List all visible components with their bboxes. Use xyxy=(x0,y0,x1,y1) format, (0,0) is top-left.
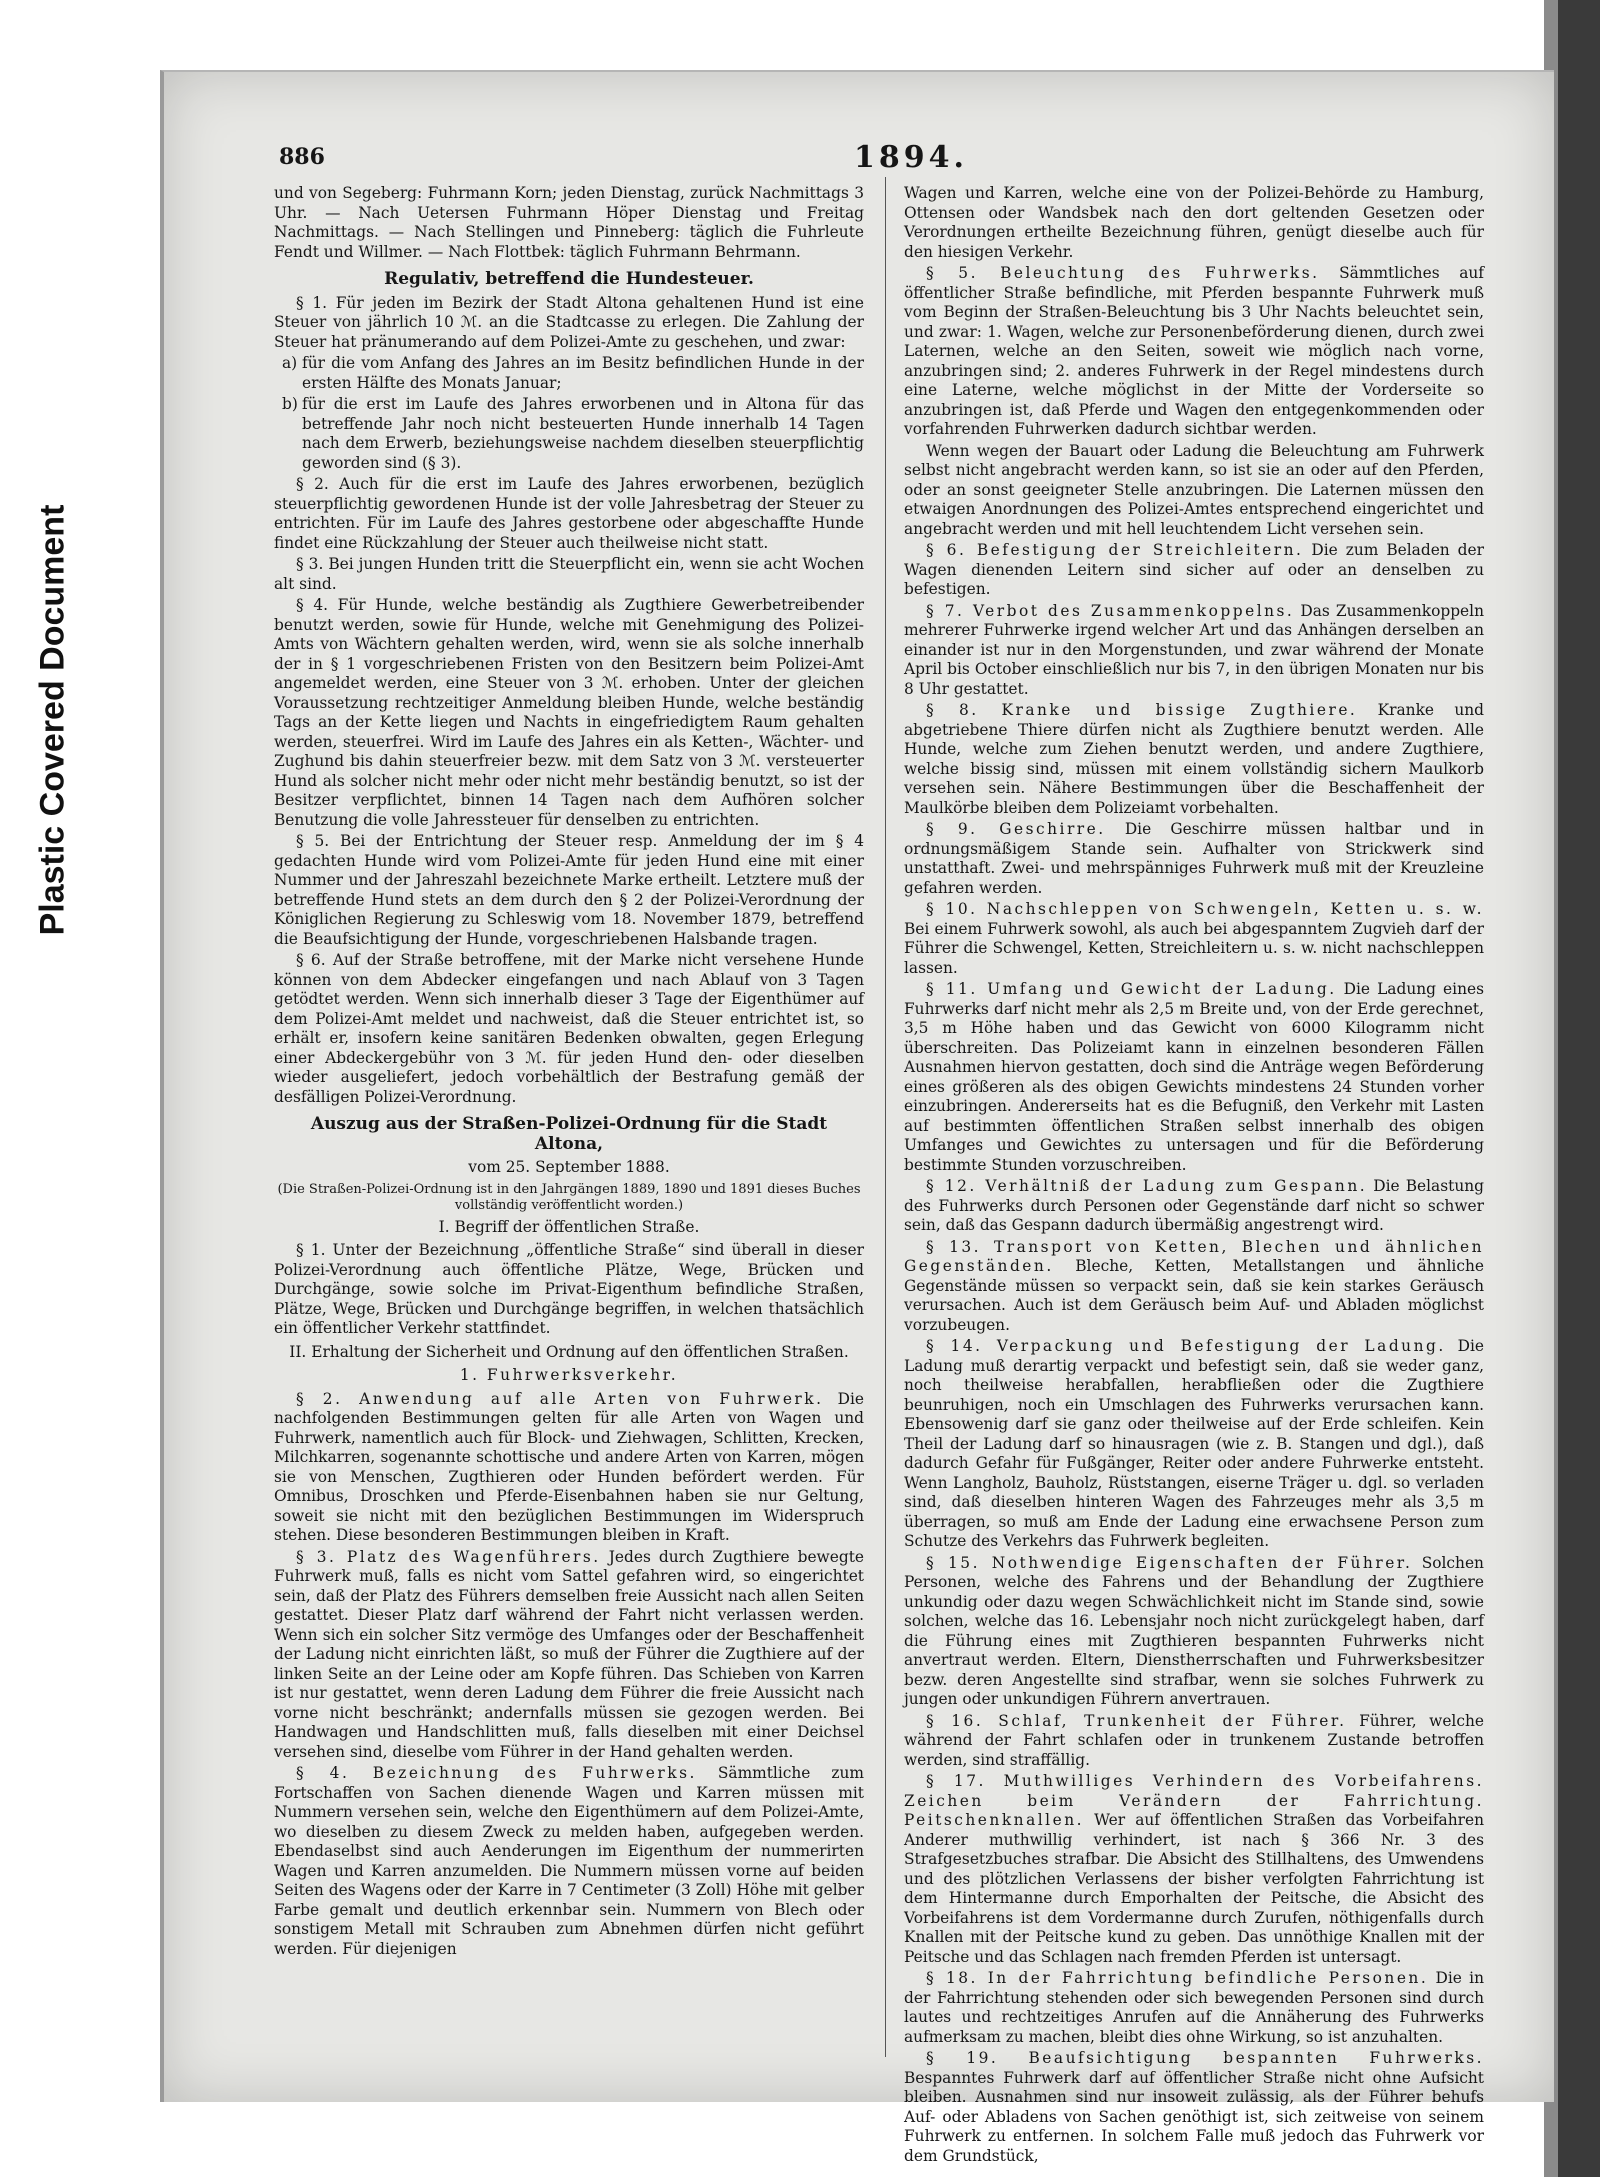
regulativ-heading: Regulativ, betreffend die Hundesteuer. xyxy=(384,269,754,289)
right-column xyxy=(904,184,1484,2165)
s1-item-b-label: b) xyxy=(282,395,298,413)
p7-heading: § 7. Verbot des Zusammenkoppelns. xyxy=(926,601,1295,620)
paragraph-p12 xyxy=(904,1177,1484,1236)
paragraph-p6 xyxy=(904,541,1484,600)
paragraph-p19 xyxy=(904,2049,1484,2166)
paragraph-p15 xyxy=(904,1554,1484,1710)
paragraph-p1: § 1. Unter der Bezeichnung „öffentliche Straße“ sind überall in dieser Polizei-Verordnung auch öffentliche Plätze, Wege, Brücken und Durchgänge, sowie solche im Privat-Eigenthum befindliche Straßen, Plätze, Wege, Brücken und Durchgänge begriffen, in welchen thatsächlich ein öffentlicher Verkehr stattfindet. xyxy=(274,1241,864,1337)
p4-heading: § 4. Bezeichnung des Fuhrwerks. xyxy=(296,1764,697,1782)
continuation-paragraph: Wagen und Karren, welche eine von der Polizei-Behörde zu Hamburg, Ottensen oder Wandsbek nach den dort geltenden Gesetzen oder Verordnungen ertheilte Bezeichnung führen, genügt dieselbe auch für den hiesigen Verkehr. xyxy=(904,184,1484,261)
column-divider xyxy=(885,177,886,2057)
sub1-heading: 1. Fuhrwerksverkehr. xyxy=(459,1366,679,1384)
p7-text: Das Zusammenkoppeln mehrerer Fuhrwerke irgend welcher Art und das Anhängen derselben an einander ist nur in den Morgenstunden, und zwar während der Monate April bis October einschließlich nur bis 7, in den übrigen Monaten nur bis 8 Uhr gestattet. xyxy=(904,601,1484,698)
paragraph-p13 xyxy=(904,1238,1484,1336)
paragraph-s4: § 4. Für Hunde, welche beständig als Zugthiere Gewerbetreibender benutzt werden, sowie für Hunde, welche mit Genehmigung des Polizei-Amts von Wächtern gehalten werden, wird, wenn sie als solche innerhalb der in § 1 vorgeschriebenen Fristen von den Besitzern beim Polizei-Amt angemeldet werden, eine Steuer von 3 ℳ. erhoben. Unter der gleichen Voraussetzung rechtzeitiger Anmeldung bleiben Hunde, welche beständig Tags an der Kette liegen und Nachts in eingefriedigtem Raum gehalten werden, steuerfrei. Wird im Laufe des Jahres ein als Ketten-, Wächter- und Zughund bis dahin steuerfreier bezw. mit dem Satz von 3 ℳ. versteuerter Hund als solcher nicht mehr oder nicht mehr beständig benutzt, so ist der Besitzer verpflichtet, binnen 14 Tagen nach dem Aufhören solcher Benutzung die volle Jahressteuer für denselben zu entrichten. xyxy=(274,596,864,829)
plastic-covered-label xyxy=(18,440,88,1000)
p6-text: Die zum Beladen der Wagen dienenden Leitern sind sicher auf oder an denselben zu befestigen. xyxy=(904,541,1484,598)
p17-heading: § 17. Muthwilliges Verhindern des Vorbeifahrens. Zeichen beim Verändern der Fahrrichtung. Peitschenknallen. xyxy=(904,1772,1484,1829)
paragraph-p9 xyxy=(904,820,1484,898)
p10-text: Bei einem Fuhrwerk sowohl, als auch bei abgespanntem Zugvieh darf der Führer die Schwengel, Ketten, Streichleitern u. s. w. nicht nachschleppen lassen. xyxy=(904,919,1484,977)
p17-text: Wer auf öffentlichen Straßen das Vorbeifahren Anderer muthwillig verhindert, ist nach § 366 Nr. 3 des Strafgesetzbuches strafbar. Die Absicht des Stillhaltens, des Umwendens und des plötzlichen Verlassens der bisher verfolgten Fahrrichtung ist dem Hintermanne durch Emporhalten der Peitsche, die Absicht des Vorbeifahrens ist dem Vordermanne durch Zurufen, nöthigenfalls durch Knallen mit der Peitsche kund zu geben. Das unnöthige Knallen mit der Peitsche und das Schlagen nach fremden Pferden ist untersagt. xyxy=(904,1811,1484,1966)
p9-text: Die Geschirre müssen haltbar und in ordnungsmäßigem Stande sein. Aufhalter von Strickwerk sind unstatthaft. Zwei- und mehrspänniges Fuhrwerk muß mit der Kreuzleine gefahren werden. xyxy=(904,820,1484,897)
p3-text: Jedes durch Zugthiere bewegte Fuhrwerk muß, falls es nicht vom Sattel gefahren wird, so eingerichtet sein, daß der Platz des Führers demselben freie Aussicht nach allen Seiten gestattet. Dieser Platz darf während der Fahrt nicht verlassen werden. Wenn sich ein solcher Sitz vermöge des Umfanges oder der Beschaffenheit der Ladung nicht einrichten läßt, so muß der Führer die Zugthiere auf der linken Seite an der Leine oder am Kopfe führen. Das Schieben von Karren ist nur gestattet, wenn deren Ladung dem Führer die freie Aussicht nach vorne nicht beschränkt; andernfalls müssen sie gezogen werden. Bei Handwagen und Handschlitten muß, falls dieselben mit einer Deichsel versehen sind, dieselbe vom Führer in der Hand gehalten werden. xyxy=(274,1547,864,1761)
p13-heading: § 13. Transport von Ketten, Blechen und ähnlichen Gegenständen. xyxy=(904,1237,1484,1275)
paragraph-s3: § 3. Bei jungen Hunden tritt die Steuerpflicht ein, wenn sie acht Wochen alt sind. xyxy=(274,555,864,593)
p8-heading: § 8. Kranke und bissige Zugthiere. xyxy=(926,701,1358,719)
p12-text: Die Belastung des Fuhrwerks durch Personen oder Gegenstände darf nicht so schwer sein, daß das Gespann dadurch übermäßig angestrengt wird. xyxy=(904,1177,1484,1234)
p8-text: Kranke und abgetriebene Thiere dürfen nicht als Zugthiere benutzt werden. Alle Hunde, welche zum Ziehen benutzt werden, und andere Zugthiere, welche bissig sind, müssen mit einem vollständig sichern Maulkorb versehen sein. Nähere Bestimmungen über die Beschaffenheit der Maulkörbe bleiben dem Polizeiamt vorbehalten. xyxy=(904,701,1484,817)
paragraph-p5 xyxy=(904,264,1484,440)
p12-heading: § 12. Verhältniß der Ladung zum Gespann. xyxy=(926,1177,1368,1195)
s1-item-a xyxy=(274,354,864,393)
paragraph-p16 xyxy=(904,1712,1484,1771)
p9-heading: § 9. Geschirre. xyxy=(926,820,1106,838)
s1-item-a-label: a) xyxy=(282,354,298,372)
paragraph-s2: § 2. Auch für die erst im Laufe des Jahres erworbenen, bezüglich steuerpflichtig gewordenen Hunde ist der volle Jahresbetrag der Steuer zu entrichten. Für im Laufe des Jahres gestorbene oder abgeschaffte Hunde findet eine Rückzahlung der Steuer auch theilweise nicht statt. xyxy=(274,475,864,552)
s1-list xyxy=(274,354,864,473)
auszug-note: (Die Straßen-Polizei-Ordnung ist in den Jahrgängen 1889, 1890 und 1891 dieses Buches vollständig veröffentlicht worden.) xyxy=(277,1181,861,1213)
part2-heading: II. Erhaltung der Sicherheit und Ordnung auf den öffentlichen Straßen. xyxy=(289,1342,849,1361)
page-year: 1894. xyxy=(854,140,968,175)
paragraph-p11 xyxy=(904,980,1484,1175)
paragraph-p18 xyxy=(904,1969,1484,2047)
p11-heading: § 11. Umfang und Gewicht der Ladung. xyxy=(926,980,1337,998)
auszug-date: vom 25. September 1888. xyxy=(468,1158,670,1176)
paragraph-p10 xyxy=(904,900,1484,978)
s1-item-a-text: für die vom Anfang des Jahres an im Besitz befindlichen Hunde in der ersten Hälfte des Monats Januar; xyxy=(302,354,864,392)
paragraph-s5: § 5. Bei der Entrichtung der Steuer resp. Anmeldung der im § 4 gedachten Hunde wird vom Polizei-Amte für jeden Hund eine mit einer Nummer und der Jahreszahl bezeichnete Marke ertheilt. Letztere muß der betreffende Hund stets an dem durch den § 2 der Polizei-Verordnung der Königlichen Regierung zu Schleswig vom 18. November 1879, betreffend die Beaufsichtigung der Hunde, vorgeschriebenen Halsbande tragen. xyxy=(274,832,864,948)
p3-heading: § 3. Platz des Wagenführers. xyxy=(296,1547,601,1566)
paragraph-p7 xyxy=(904,602,1484,700)
paragraph-s1: § 1. Für jeden im Bezirk der Stadt Altona gehaltenen Hund ist eine Steuer von jährlich 10 ℳ. an die Stadtcasse zu erlegen. Die Zahlung der Steuer hat pränumerando auf dem Polizei-Amte zu geschehen, und zwar: xyxy=(274,293,864,351)
left-column xyxy=(274,184,864,2074)
p6-heading: § 6. Befestigung der Streichleitern. xyxy=(926,541,1304,559)
p14-text: Die Ladung muß derartig verpackt und befestigt sein, daß sie weder ganz, noch theilweise herabfallen, herabfließen oder die Zugthiere beunruhigen, noch ein Umschlagen des Fuhrwerks verursachen kann. Ebensowenig darf sie ganz oder theilweise auf der Erde schleifen. Kein Theil der Ladung darf so hinausragen (wie z. B. Stangen und dgl.), daß dadurch Gefahr für Fußgänger, Reiter oder andere Fuhrwerke entsteht. Wenn Langholz, Bauholz, Rüststangen, eiserne Träger u. dgl. so verladen sind, daß dieselben hinteren Wagen des Fahrzeuges mehr als 3,5 m überragen, so muß am Ende der Ladung eine erwachsene Person zum Schutze des Verkehrs das Fuhrwerk begleiten. xyxy=(904,1337,1484,1550)
paragraph-s6: § 6. Auf der Straße betroffene, mit der Marke nicht versehene Hunde können von dem Abdecker eingefangen und nach Ablauf von 3 Tagen getödtet werden. Wenn sich innerhalb dieser 3 Tage der Eigenthümer auf dem Polizei-Amt meldet und nachweist, daß die Steuer entrichtet ist, so erhält er, insofern keine sanitären Bedenken obwalten, gegen Erlegung einer Abdeckergebühr von 3 ℳ. für jeden Hund den- oder dieselben wieder ausgeliefert, jedoch vorbehältlich der Bestrafung gemäß der desfälligen Polizei-Verordnung. xyxy=(274,951,864,1106)
page-number: 886 xyxy=(279,144,325,170)
p10-heading: § 10. Nachschleppen von Schwengeln, Ketten u. s. w. xyxy=(926,900,1484,918)
part1-heading: I. Begriff der öffentlichen Straße. xyxy=(438,1217,700,1236)
scan-edge-dark xyxy=(1558,0,1600,2177)
p5-heading: § 5. Beleuchtung des Fuhrwerks. xyxy=(926,264,1320,282)
paragraph-p14 xyxy=(904,1337,1484,1552)
p15-heading: § 15. Nothwendige Eigenschaften der Führer. xyxy=(926,1553,1413,1572)
p16-text: Führer, welche während der Fahrt schlafen oder in trunkenem Zustande betroffen werden, sind straffällig. xyxy=(904,1711,1484,1769)
p18-text: Die in der Fahrrichtung stehenden oder sich bewegenden Personen sind durch lautes und rechtzeitiges Anrufen auf die Annäherung des Fuhrwerks aufmerksam zu machen, bleibt dies ohne Wirkung, so ist anzuhalten. xyxy=(904,1969,1484,2046)
plastic-covered-text: Plastic Covered Document xyxy=(33,504,72,936)
paragraph-p17 xyxy=(904,1772,1484,1967)
paragraph-p5b: Wenn wegen der Bauart oder Ladung die Beleuchtung am Fuhrwerk selbst nicht angebracht werden kann, so ist sie an oder auf den Pferden, oder an sonst geeigneter Stelle anzubringen. Die Laternen müssen den etwaigen Anordnungen des Polizei-Amtes entsprechend eingerichtet und angebracht werden und mit hell leuchtendem Licht versehen sein. xyxy=(904,441,1484,538)
p19-text: Bespanntes Fuhrwerk darf auf öffentlicher Straße nicht ohne Aufsicht bleiben. Ausnahmen sind nur insoweit zulässig, als der Führer behufs Auf- oder Abladens von Sachen genöthigt ist, sich zeitweise von seinem Fuhrwerk zu entfernen. In solchem Falle muß jedoch das Fuhrwerk vor dem Grundstück, xyxy=(904,2068,1484,2165)
p15-text: Solchen Personen, welche des Fahrens und der Behandlung der Zugthiere unkundig oder dazu wegen Schwächlichkeit nicht im Stande sind, sowie solchen, welche das 16. Lebensjahr noch nicht zurückgelegt haben, darf die Führung eines mit Zugthieren bespannten Fuhrwerks nicht anvertraut werden. Eltern, Dienstherrschaften und Fuhrwerksbesitzer bezw. deren Angestellte sind strafbar, wenn sie solches Fuhrwerk zu jungen oder unkundigen Führern anvertrauen. xyxy=(904,1553,1484,1708)
p5-text: Sämmtliches auf öffentlicher Straße befindliche, mit Pferden bespannte Fuhrwerk muß vom Beginn der Straßen-Beleuchtung bis 3 Uhr Nachts beleuchtet sein, und zwar: 1. Wagen, welche zur Personenbeförderung dienen, durch zwei Laternen, welche an den Seiten, soweit wie möglich nach vorne, anzubringen sind; 2. anderes Fuhrwerk in der Regel mindestens durch eine Laterne, welche möglichst in der Mitte der Vorderseite so anzubringen ist, daß Pferde und Wagen den entgegenkommenden oder vorfahrenden Fuhrwerken dadurch sichtbar werden. xyxy=(904,264,1484,438)
paragraph-p8 xyxy=(904,701,1484,818)
auszug-heading: Auszug aus der Straßen-Polizei-Ordnung für die Stadt Altona, xyxy=(310,1114,828,1154)
p19-heading: § 19. Beaufsichtigung bespannten Fuhrwerks. xyxy=(926,2049,1484,2067)
p13-text: Bleche, Ketten, Metallstangen und ähnliche Gegenstände müssen so verpackt sein, daß sie kein starkes Geräusch verursachen. Auch ist dem Geräusch beim Auf- und Abladen möglichst vorzubeugen. xyxy=(904,1257,1484,1334)
intro-paragraph: und von Segeberg: Fuhrmann Korn; jeden Dienstag, zurück Nachmittags 3 Uhr. — Nach Uetersen Fuhrmann Höper Dienstag und Freitag Nachmittags. — Nach Stellingen und Pinneberg: täglich die Fuhrleute Fendt und Willmer. — Nach Flottbek: täglich Fuhrmann Behrmann. xyxy=(274,184,864,261)
p2-heading: § 2. Anwendung auf alle Arten von Fuhrwerk. xyxy=(296,1389,824,1408)
p14-heading: § 14. Verpackung und Befestigung der Ladung. xyxy=(926,1337,1446,1355)
p4-text: Sämmtliche zum Fortschaffen von Sachen dienende Wagen und Karren müssen mit Nummern versehen sein, welche den Eigenthümern auf dem Polizei-Amte, wo dieselben zu diesem Zweck zu melden haben, aufgegeben werden. Ebendaselbst sind auch Aenderungen im Eigenthum der nummerirten Wagen und Karren anzumelden. Die Nummern müssen vorne auf beiden Seiten des Wagens oder der Karre in 7 Centimeter (3 Zoll) Höhe mit gelber Farbe gemalt und deutlich erkennbar sein. Nummern von Blech oder sonstigem Metall mit Schrauben zum Abnehmen dürfen nicht geführt werden. Für diejenigen xyxy=(274,1764,864,1958)
p18-heading: § 18. In der Fahrrichtung befindliche Personen. xyxy=(926,1969,1429,1987)
p11-text: Die Ladung eines Fuhrwerks darf nicht mehr als 2,5 m Breite und, von der Erde gerechnet, 3,5 m Höhe haben und das Gewicht von 6000 Kilogramm nicht überschreiten. Das Polizeiamt kann in einzelnen besonderen Fällen Ausnahmen hiervon gestatten, doch sind die Anträge wegen Beförderung eines größeren als des obigen Gewichts mindestens 24 Stunden vorher einzubringen. Andererseits hat es die Befugniß, den Verkehr mit Lasten auf bestimmten öffentlichen Straßen selbst innerhalb des obigen Umfanges und Gewichtes zu untersagen und für die Beförderung bestimmte Stunden vorzuschreiben. xyxy=(904,980,1484,1174)
p16-heading: § 16. Schlaf, Trunkenheit der Führer. xyxy=(926,1711,1347,1730)
s1-item-b-text: für die erst im Laufe des Jahres erworbenen und in Altona für das betreffende Jahr noch nicht besteuerten Hunde innerhalb 14 Tagen nach dem Erwerb, beziehungsweise nachdem dieselben steuerpflichtig geworden sind (§ 3). xyxy=(302,395,864,472)
paragraph-p4 xyxy=(274,1764,864,1959)
scanned-page xyxy=(160,70,1554,2165)
paragraph-p2 xyxy=(274,1390,864,1546)
p2-text: Die nachfolgenden Bestimmungen gelten für alle Arten von Wagen und Fuhrwerk, namentlich auch für Block- und Ziehwagen, Schlitten, Krecken, Milchkarren, sogenannte schottische und andere Arten von Karren, mögen sie von Menschen, Zugthieren oder Hunden befördert werden. Für Omnibus, Droschken und Pferde-Eisenbahnen haben sie nur Geltung, soweit sie nicht mit den bezüglichen Bestimmungen im Widerspruch stehen. Diese besonderen Bestimmungen bleiben in Kraft. xyxy=(274,1389,864,1544)
s1-item-b xyxy=(274,395,864,473)
paragraph-p3 xyxy=(274,1548,864,1763)
